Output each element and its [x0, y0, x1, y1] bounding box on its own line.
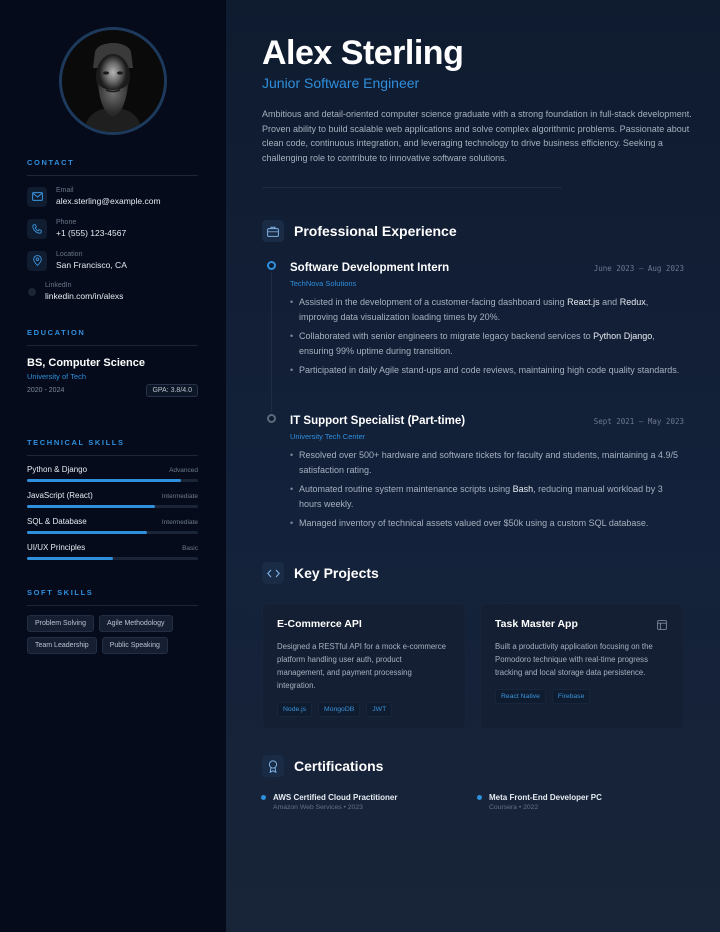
job-bullets — [290, 448, 684, 531]
divider — [27, 455, 198, 456]
project-card[interactable] — [480, 603, 684, 729]
skill-item — [27, 491, 198, 508]
tech-tag: Firebase — [552, 689, 590, 704]
bullet-text: Assisted in the development of a customer-facing dashboard using React.js and Redux, improving data visualization loading times by 20%. — [299, 297, 649, 322]
contact-section — [27, 158, 198, 176]
divider — [27, 175, 198, 176]
bullet-item: • Managed inventory of technical assets valued over $50k using a custom SQL database. — [290, 516, 684, 531]
technical-skills-section — [27, 438, 198, 456]
job-title: IT Support Specialist (Part-time) — [290, 415, 466, 427]
bullet-item: • Participated in daily Agile stand-ups and code reviews, maintaining high code quality standards. — [290, 363, 684, 378]
job-company: TechNova Solutions — [290, 279, 357, 288]
bullet-item: • Automated routine system maintenance scripts using Bash, reducing manual workload by 3 hours weekly. — [290, 482, 684, 511]
technical-skills-heading: TECHNICAL SKILLS — [27, 438, 125, 447]
cert-name: AWS Certified Cloud Practitioner — [273, 793, 398, 802]
skill-name: Python & Django — [27, 465, 88, 474]
project-tags — [495, 689, 669, 704]
bullet-text: Managed inventory of technical assets valued over $50k using a custom SQL database. — [299, 518, 649, 528]
skill-bar-track — [27, 557, 198, 560]
contact-value: +1 (555) 123-4567 — [56, 228, 127, 238]
location-pin-icon — [27, 251, 47, 271]
mail-icon — [27, 187, 47, 207]
project-tags — [277, 702, 451, 717]
contact-location — [27, 250, 127, 271]
bullet-text: Collaborated with senior engineers to migrate legacy backend services to Python Django, ensuring 99% uptime during transition. — [299, 331, 655, 356]
bullet-text: Participated in daily Agile stand-ups and code reviews, maintaining high code quality standards. — [299, 365, 680, 375]
skill-bar-fill — [27, 479, 181, 482]
sidebar — [0, 0, 226, 932]
experience-heading: Professional Experience — [294, 223, 457, 239]
soft-skills-section — [27, 588, 198, 606]
contact-label: Email — [56, 187, 74, 194]
job-entry — [290, 415, 684, 536]
phone-icon — [27, 219, 47, 239]
skill-item — [27, 543, 198, 560]
edu-school: University of Tech — [27, 372, 87, 381]
project-desc: Designed a RESTful API for a mock e-commerce platform handling user auth, product management, and payment processing integration. — [277, 642, 446, 690]
timeline-dot — [267, 414, 276, 423]
projects-header — [262, 562, 379, 584]
skill-name: UI/UX Principles — [27, 543, 86, 552]
contact-email[interactable] — [27, 186, 161, 207]
award-icon — [262, 755, 284, 777]
timeline-line — [271, 272, 272, 412]
education-heading: EDUCATION — [27, 328, 86, 337]
briefcase-icon — [262, 220, 284, 242]
contact-value: alex.sterling@example.com — [56, 196, 161, 206]
tech-tag: JWT — [366, 702, 392, 717]
skill-name: SQL & Database — [27, 517, 87, 526]
tech-tag: MongoDB — [318, 702, 360, 717]
edu-years: 2020 - 2024 — [27, 387, 65, 394]
code-icon — [262, 562, 284, 584]
job-company: University Tech Center — [290, 432, 366, 441]
soft-skill-chip: Agile Methodology — [99, 615, 173, 632]
divider — [27, 605, 198, 606]
skill-level: Intermediate — [161, 519, 198, 526]
divider — [27, 345, 198, 346]
app-window-icon — [657, 617, 667, 635]
profile-summary: Ambitious and detail-oriented computer science graduate with a strong foundation in full-stack development. Proven ability to build scalable web applications and solve complex algorithmic problems. Passionate about clean code, continuous integration, and leveraging technology to drive business efficiency. Seeking a challenging role to contribute to innovative software solutions. — [262, 109, 692, 163]
tech-tag: React Native — [495, 689, 546, 704]
soft-skill-chip: Problem Solving — [27, 615, 94, 632]
avatar — [59, 27, 167, 135]
experience-header — [262, 220, 457, 242]
skill-bar-track — [27, 479, 198, 482]
project-desc: Built a productivity application focusing on the Pomodoro technique with real-time progress tracking and local storage data persistence. — [495, 642, 653, 677]
bullet-item: • Resolved over 500+ hardware and software tickets for faculty and students, maintaining a 4.9/5 satisfaction rating. — [290, 448, 684, 477]
skill-level: Advanced — [169, 467, 198, 474]
contact-linkedin[interactable] — [27, 281, 123, 302]
soft-skill-chip: Public Speaking — [102, 637, 168, 654]
contact-value: San Francisco, CA — [56, 260, 127, 270]
bullet-item: • Assisted in the development of a customer-facing dashboard using React.js and Redux, improving data visualization loading times by 20%. — [290, 295, 684, 324]
job-title: Software Development Intern — [290, 262, 450, 274]
edu-degree: BS, Computer Science — [27, 357, 145, 369]
profile-name: Alex Sterling — [262, 34, 464, 72]
contact-heading: CONTACT — [27, 158, 75, 167]
tech-tag: Node.js — [277, 702, 312, 717]
project-card[interactable] — [262, 603, 466, 729]
soft-skill-chip: Team Leadership — [27, 637, 97, 654]
cert-item — [489, 793, 602, 811]
skill-bar-track — [27, 505, 198, 508]
education-entry — [27, 357, 198, 397]
gpa-badge: GPA: 3.8/4.0 — [146, 384, 198, 397]
certifications-heading: Certifications — [294, 758, 384, 774]
cert-meta: Coursera • 2022 — [489, 804, 539, 811]
skill-bar-track — [27, 531, 198, 534]
certifications-header — [262, 755, 383, 777]
skill-bar-fill — [27, 531, 147, 534]
skill-bar-fill — [27, 505, 155, 508]
bullet-text: Resolved over 500+ hardware and software tickets for faculty and students, maintaining a 4.9/5 satisfaction rating. — [299, 450, 678, 475]
divider — [262, 187, 562, 188]
cert-item — [273, 793, 397, 811]
job-date: Sept 2021 – May 2023 — [593, 417, 684, 426]
job-date: June 2023 – Aug 2023 — [593, 264, 684, 273]
profile-role: Junior Software Engineer — [262, 75, 420, 91]
contact-label: Location — [56, 251, 83, 258]
bullet-item: • Collaborated with senior engineers to migrate legacy backend services to Python Django, ensuring 99% uptime during transition. — [290, 329, 684, 358]
contact-label: Phone — [56, 219, 77, 226]
bullet-text: Automated routine system maintenance scripts using Bash, reducing manual workload by 3 hours weekly. — [299, 484, 663, 509]
education-section — [27, 328, 198, 346]
job-bullets — [290, 295, 684, 378]
project-title: Task Master App — [495, 618, 578, 630]
project-title: E-Commerce API — [277, 618, 362, 630]
skill-name: JavaScript (React) — [27, 491, 93, 500]
contact-value: linkedin.com/in/alexs — [45, 291, 124, 301]
projects-heading: Key Projects — [294, 565, 379, 581]
bullet-dot — [477, 795, 482, 800]
skill-bar-fill — [27, 557, 113, 560]
skill-level: Basic — [182, 545, 198, 552]
job-entry — [290, 262, 684, 383]
skill-item — [27, 465, 198, 482]
cert-meta: Amazon Web Services • 2023 — [273, 804, 363, 811]
contact-label: LinkedIn — [45, 282, 72, 289]
bullet-dot — [261, 795, 266, 800]
skill-level: Intermediate — [161, 493, 198, 500]
dot-icon — [27, 282, 37, 302]
timeline-dot — [267, 261, 276, 270]
soft-skills-chips — [27, 615, 207, 654]
skill-item — [27, 517, 198, 534]
contact-phone[interactable] — [27, 218, 126, 239]
soft-skills-heading: SOFT SKILLS — [27, 588, 94, 597]
cert-name: Meta Front-End Developer PC — [489, 793, 602, 802]
